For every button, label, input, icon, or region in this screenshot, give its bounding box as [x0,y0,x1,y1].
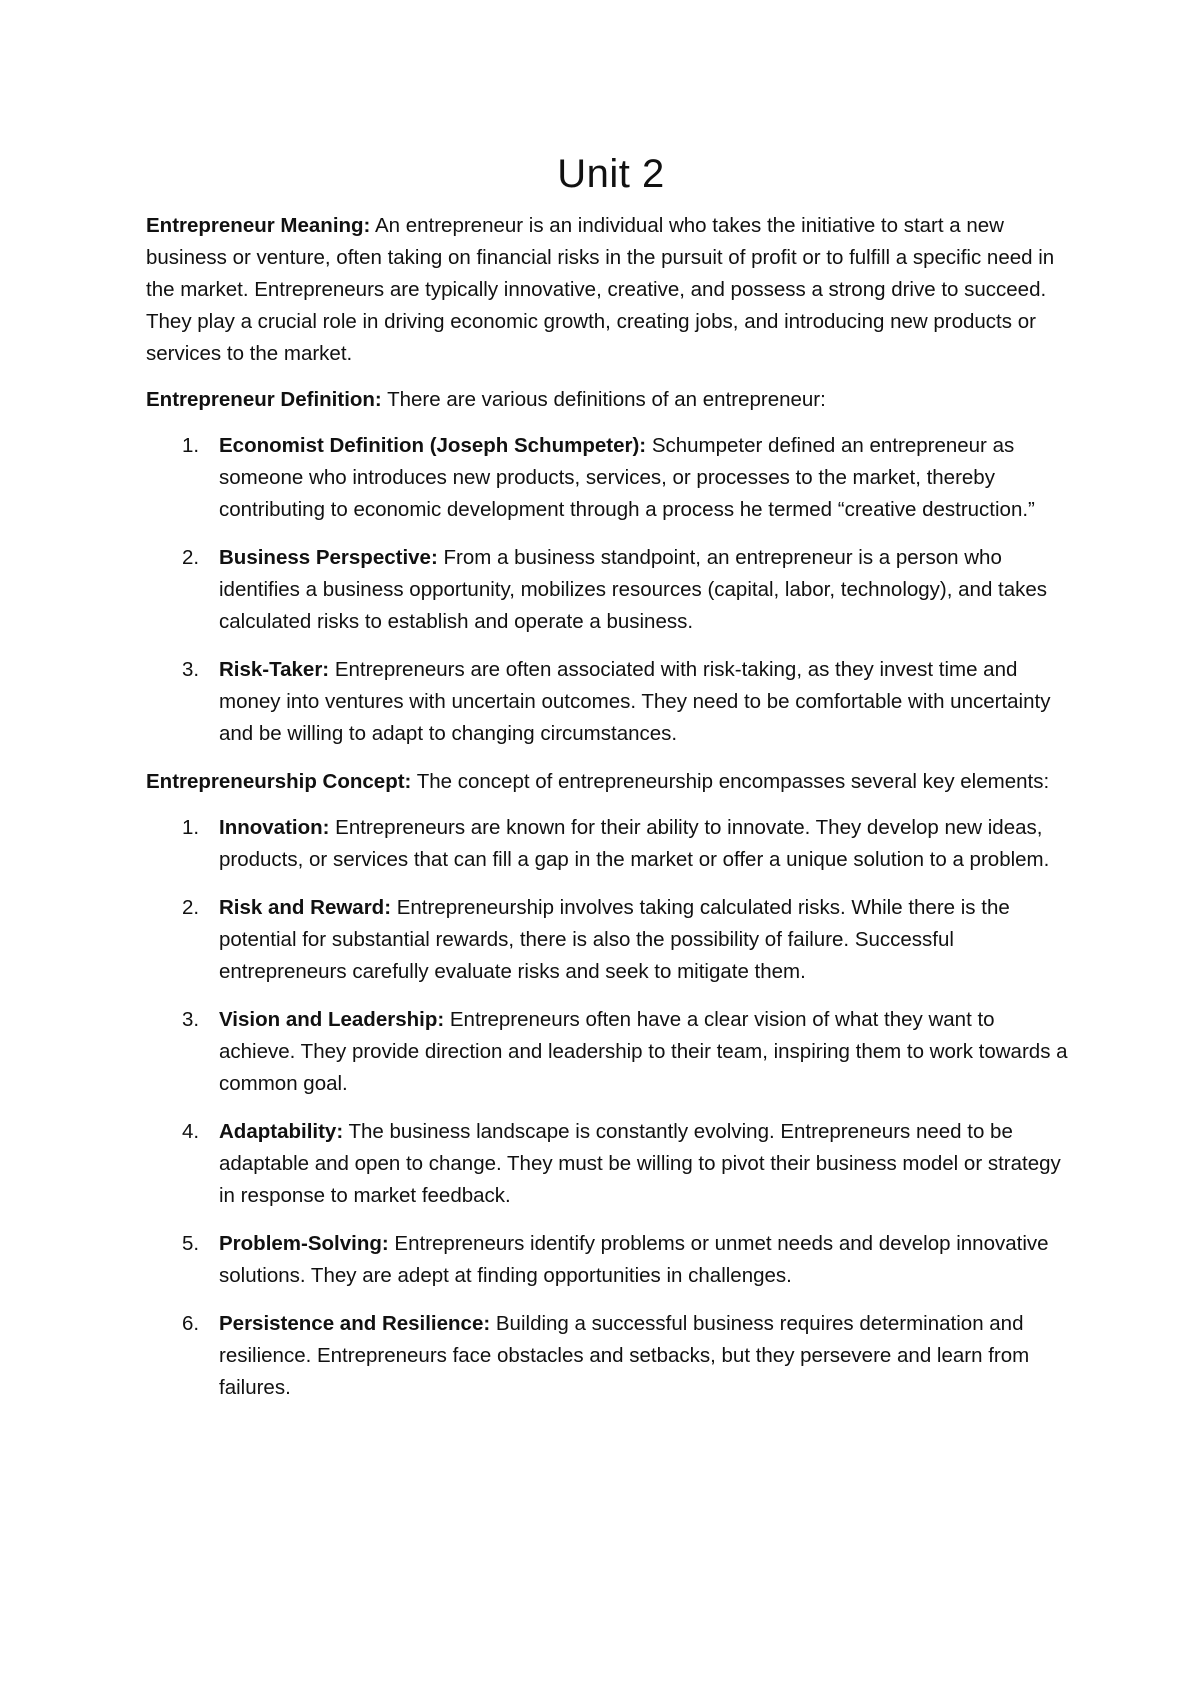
list-item [146,1116,1076,1212]
list-item [146,654,1076,750]
list-item [146,1004,1076,1100]
list-number: 1. [182,816,200,839]
list-item [146,430,1076,526]
list-number: 6. [182,1312,200,1335]
definition-label: Entrepreneur Definition: [146,388,382,411]
list-item [146,812,1076,876]
item-label: Business Perspective: [219,546,438,569]
list-number: 3. [182,1008,200,1031]
item-text: Schumpeter defined an entrepreneur as someone who introduces new products, services, or processes to the market, thereby contributing to economic development through a process he termed “creative destruction.” [219,434,1035,521]
list-number: 2. [182,546,200,569]
item-text: From a business standpoint, an entrepreneur is a person who identifies a business opportunity, mobilizes resources (capital, labor, technology), and takes calculated risks to establish and operate a business. [219,546,1048,633]
item-label: Economist Definition (Joseph Schumpeter): [219,434,647,457]
item-label: Risk-Taker: [219,658,330,681]
list-number: 4. [182,1120,200,1143]
list-item [146,892,1076,988]
document-content [146,148,1076,1420]
concept-paragraph [146,766,1076,798]
item-text: The business landscape is constantly evolving. Entrepreneurs need to be adaptable and open to change. They must be willing to pivot their business model or strategy in response to market feedback. [219,1120,1061,1207]
definition-text: There are various definitions of an entrepreneur: [381,388,826,411]
list-item [146,1228,1076,1292]
item-text: Entrepreneurs often have a clear vision of what they want to achieve. They provide direction and leadership to their team, inspiring them to work towards a common goal. [219,1008,1068,1095]
meaning-text: An entrepreneur is an individual who takes the initiative to start a new business or venture, often taking on financial risks in the pursuit of profit or to fulfill a specific need in the market. Entrepreneurs are typically innovative, creative, and possess a strong drive to succeed. They play a crucial role in driving economic growth, creating jobs, and introducing new products or services to the market. [146,214,1055,365]
item-label: Risk and Reward: [219,896,392,919]
item-label: Problem-Solving: [219,1232,389,1255]
meaning-paragraph [146,210,1076,370]
list-number: 2. [182,896,200,919]
list-number: 1. [182,434,200,457]
list-item [146,542,1076,638]
meaning-label: Entrepreneur Meaning: [146,214,371,237]
concept-text: The concept of entrepreneurship encompasses several key elements: [411,770,1050,793]
definition-list [146,430,1076,750]
item-text: Entrepreneurs are often associated with risk-taking, as they invest time and money into ventures with uncertain outcomes. They need to be comfortable with uncertainty and be willing to adapt to changing circumstances. [219,658,1051,745]
page-title: Unit 2 [557,152,665,196]
list-number: 3. [182,658,200,681]
concept-label: Entrepreneurship Concept: [146,770,412,793]
concept-list [146,812,1076,1404]
item-label: Adaptability: [219,1120,344,1143]
list-item [146,1308,1076,1404]
definition-paragraph [146,384,1076,416]
item-label: Persistence and Resilience: [219,1312,491,1335]
item-text: Entrepreneurship involves taking calculated risks. While there is the potential for substantial rewards, there is also the possibility of failure. Successful entrepreneurs carefully evaluate risks and seek to mitigate them. [219,896,1010,983]
list-number: 5. [182,1232,200,1255]
item-text: Building a successful business requires determination and resilience. Entrepreneurs face obstacles and setbacks, but they persevere and learn from failures. [219,1312,1030,1399]
item-label: Innovation: [219,816,330,839]
item-label: Vision and Leadership: [219,1008,445,1031]
item-text: Entrepreneurs are known for their ability to innovate. They develop new ideas, products, or services that can fill a gap in the market or offer a unique solution to a problem. [219,816,1050,871]
item-text: Entrepreneurs identify problems or unmet needs and develop innovative solutions. They are adept at finding opportunities in challenges. [219,1232,1049,1287]
